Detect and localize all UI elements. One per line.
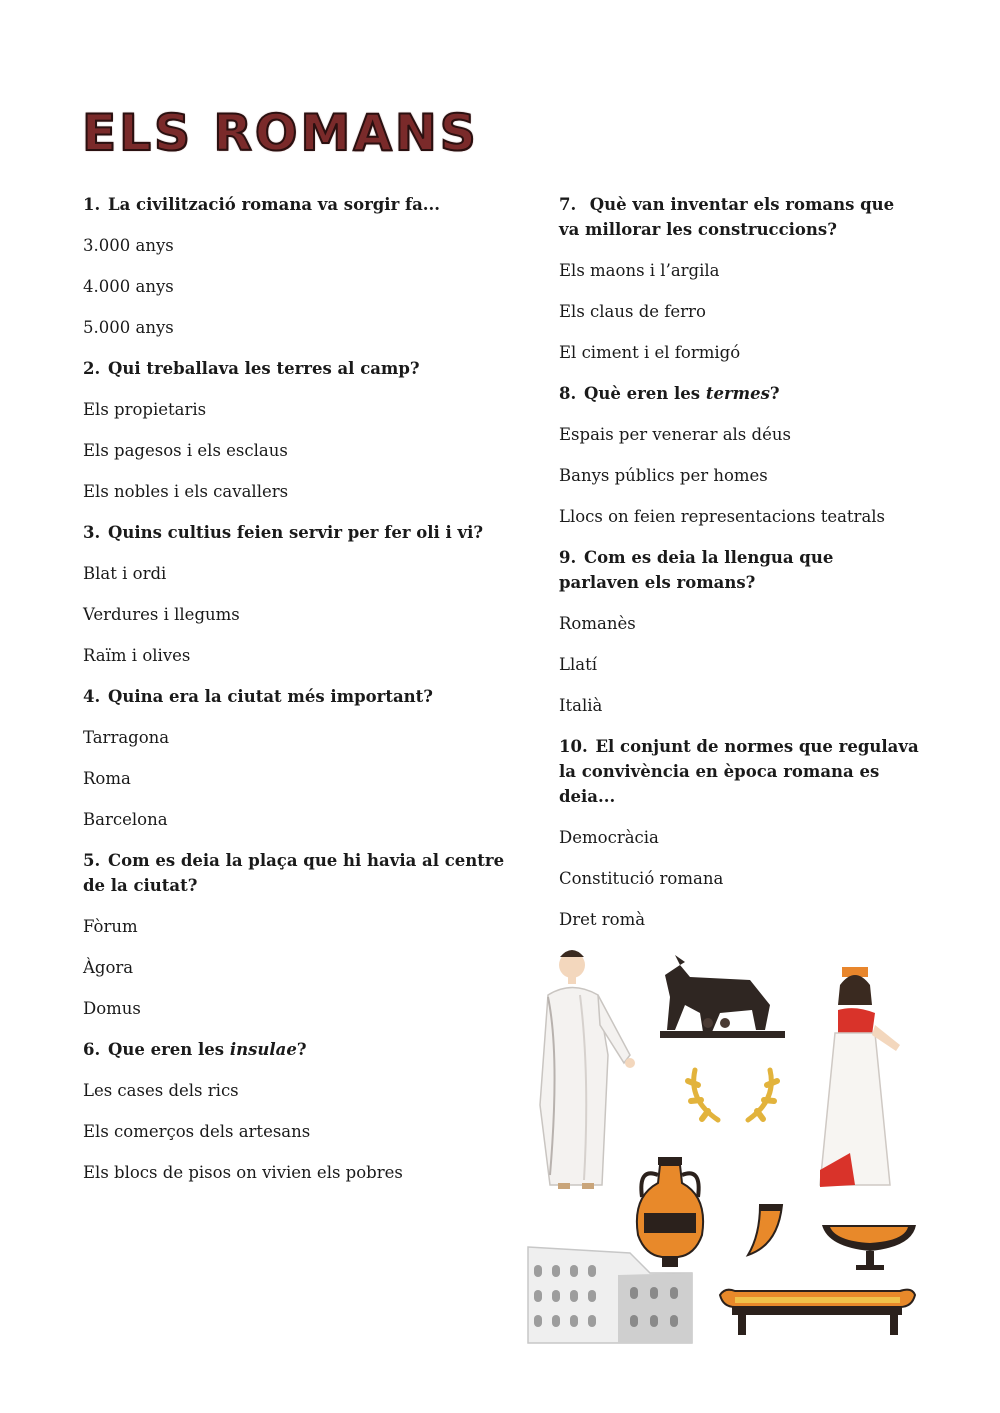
kylix-cup-icon [822, 1225, 916, 1270]
answer-option[interactable]: Fòrum [83, 917, 138, 936]
answer-option[interactable]: Els maons i l’argila [559, 261, 720, 280]
roman-woman-icon [820, 967, 900, 1187]
answer-option[interactable]: 3.000 anys [83, 236, 174, 255]
question-6: 6. Que eren les insulae? [83, 1040, 307, 1059]
answer-option[interactable]: El ciment i el formigó [559, 343, 741, 362]
question-7: 7. Què van inventar els romans que va millorar les construccions? [559, 195, 895, 239]
answer-option[interactable]: Democràcia [559, 828, 659, 847]
answer-option[interactable]: Els propietaris [83, 400, 207, 419]
answer-option[interactable]: Les cases dels rics [83, 1081, 239, 1100]
laurel-wreath-icon [688, 1070, 777, 1120]
answer-option[interactable]: Els pagesos i els esclaus [83, 441, 288, 460]
answer-option[interactable]: Els blocs de pisos on vivien els pobres [83, 1163, 403, 1182]
answer-option[interactable]: Banys públics per homes [559, 466, 768, 485]
answer-option[interactable]: Constitució romana [559, 869, 724, 888]
answer-option[interactable]: Raïm i olives [83, 646, 191, 665]
answer-option[interactable]: Àgora [83, 958, 134, 977]
answer-option[interactable]: Llocs on feien representacions teatrals [559, 507, 886, 526]
question-8: 8. Què eren les termes? [559, 384, 780, 403]
question-1: 1. La civilització romana va sorgir fa... [83, 195, 441, 214]
greek-amphora-icon [637, 1157, 703, 1267]
question-4: 4. Quina era la ciutat més important? [83, 687, 433, 706]
page-title: ELS ROMANS [82, 104, 479, 162]
question-3: 3. Quins cultius feien servir per fer oli i vi? [83, 523, 484, 542]
answer-option[interactable]: Verdures i llegums [83, 605, 240, 624]
drinking-horn-icon [748, 1205, 782, 1255]
she-wolf-statue-icon [660, 955, 785, 1038]
answer-option[interactable]: Italià [559, 696, 603, 715]
roman-bench-icon [720, 1290, 915, 1335]
answer-option[interactable]: Barcelona [83, 810, 168, 829]
question-9: 9. Com es deia la llengua que parlaven els romans? [559, 548, 834, 592]
answer-option[interactable]: Llatí [559, 655, 597, 674]
answer-option[interactable]: Tarragona [83, 728, 170, 747]
answer-option[interactable]: Roma [83, 769, 131, 788]
questions-left-column [83, 192, 523, 1185]
questions-right-column [559, 192, 919, 932]
roman-man-in-toga-icon [540, 950, 635, 1189]
question-2: 2. Qui treballava les terres al camp? [83, 359, 420, 378]
answer-option[interactable]: Blat i ordi [83, 564, 167, 583]
question-5: 5. Com es deia la plaça que hi havia al centre de la ciutat? [83, 851, 505, 895]
answer-option[interactable]: Dret romà [559, 910, 646, 929]
roman-illustration [520, 935, 920, 1355]
answer-option[interactable]: Romanès [559, 614, 636, 633]
answer-option[interactable]: Els claus de ferro [559, 302, 706, 321]
answer-option[interactable]: Espais per venerar als déus [559, 425, 791, 444]
answer-option[interactable]: 4.000 anys [83, 277, 174, 296]
answer-option[interactable]: Domus [83, 999, 141, 1018]
answer-option[interactable]: Els nobles i els cavallers [83, 482, 289, 501]
answer-option[interactable]: Els comerços dels artesans [83, 1122, 311, 1141]
question-10: 10. El conjunt de normes que regulava la convivència en època romana es deia... [559, 737, 919, 806]
answer-option[interactable]: 5.000 anys [83, 318, 174, 337]
